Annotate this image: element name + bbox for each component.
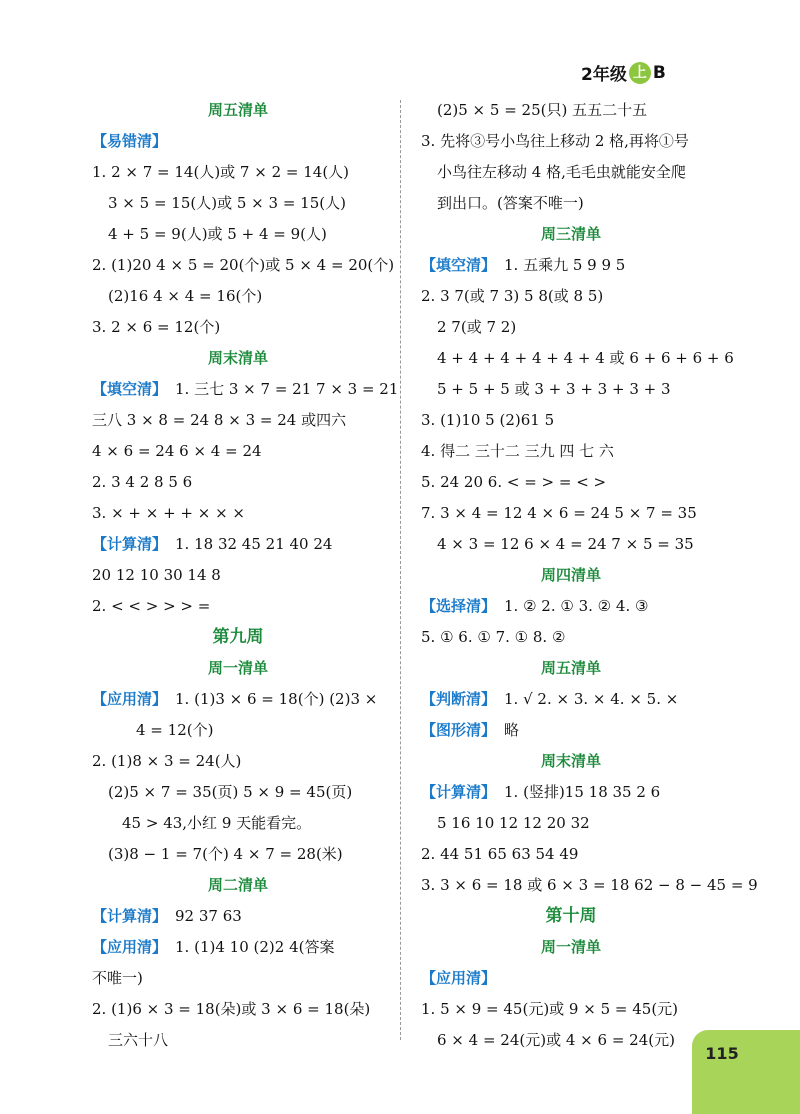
answer-text: 20 12 10 30 14 8 <box>92 566 221 584</box>
answer-line <box>421 777 721 808</box>
answer-line <box>421 1025 721 1056</box>
answer-line <box>421 994 721 1025</box>
answer-text: 5 16 10 12 12 20 32 <box>437 814 590 832</box>
answer-text: (2)5 × 5 = 25(只) 五五二十五 <box>437 101 648 119</box>
answer-line <box>92 498 384 529</box>
answer-text: 2. (1)8 × 3 = 24(人) <box>92 752 242 770</box>
answer-text: 不唯一) <box>92 969 143 987</box>
answer-line <box>421 436 721 467</box>
answer-text: 1. (1)3 × 6 = 18(个) (2)3 × <box>175 690 378 708</box>
answer-text: 1. 5 × 9 = 45(元)或 9 × 5 = 45(元) <box>421 1000 679 1018</box>
answer-line <box>421 188 721 219</box>
answer-line <box>92 777 384 808</box>
answer-line <box>92 436 384 467</box>
answer-text: 4 + 5 = 9(人)或 5 + 4 = 9(人) <box>108 225 327 243</box>
answer-line <box>92 374 399 405</box>
answer-text: 1. ② 2. ① 3. ② 4. ③ <box>504 597 649 615</box>
category-tag: 【应用清】 <box>421 969 497 987</box>
answer-line <box>421 374 721 405</box>
answer-line <box>92 250 395 281</box>
answer-text: 4 × 6 = 24 6 × 4 = 24 <box>92 442 262 460</box>
answer-line <box>92 901 384 932</box>
answer-line <box>421 281 721 312</box>
answer-line <box>421 839 721 870</box>
answer-line <box>421 467 721 498</box>
page-header <box>581 60 666 85</box>
answer-text: (3)8 − 1 = 7(个) 4 × 7 = 28(米) <box>108 845 343 863</box>
answer-text: 5. ① 6. ① 7. ① 8. ② <box>421 628 566 646</box>
answer-text: 6 × 4 = 24(元)或 4 × 6 = 24(元) <box>437 1031 675 1049</box>
answer-text: (2)16 4 × 4 = 16(个) <box>108 287 263 305</box>
section-heading: 周一清单 <box>207 659 268 677</box>
category-tag: 【计算清】 <box>421 783 497 801</box>
section-heading: 周末清单 <box>207 349 268 367</box>
page-number: 115 <box>705 1044 739 1063</box>
week-heading: 第十周 <box>545 906 597 926</box>
category-tag: 【应用清】 <box>92 690 168 708</box>
answer-line <box>92 715 384 746</box>
category-tag: 【图形清】 <box>421 721 497 739</box>
week-heading: 第九周 <box>212 627 264 647</box>
category-tag: 【填空清】 <box>92 380 168 398</box>
answer-text: 2. 3 7(或 7 3) 5 8(或 8 5) <box>421 287 604 305</box>
answer-line <box>92 591 384 622</box>
edition-label: B <box>652 62 666 83</box>
category-tag: 【应用清】 <box>92 938 168 956</box>
answer-text: 1. (1)4 10 (2)2 4(答案 <box>175 938 335 956</box>
answer-line <box>92 126 384 157</box>
answer-line <box>92 808 384 839</box>
answer-line <box>92 157 384 188</box>
answer-line <box>92 963 384 994</box>
answer-text: 3. 2 × 6 = 12(个) <box>92 318 221 336</box>
left-answer-column <box>92 95 399 1056</box>
answer-text: 4 + 4 + 4 + 4 + 4 + 4 或 6 + 6 + 6 + 6 <box>437 349 734 367</box>
answer-text: 小鸟往左移动 4 格,毛毛虫就能安全爬 <box>437 163 686 181</box>
section-heading: 周二清单 <box>207 876 268 894</box>
answer-text: 3. × + × + + × × × <box>92 504 246 522</box>
answer-text: 3. 3 × 6 = 18 或 6 × 3 = 18 62 − 8 − 45 = 9 <box>421 876 758 894</box>
section-heading: 周三清单 <box>540 225 601 243</box>
answer-text: 5 + 5 + 5 或 3 + 3 + 3 + 3 + 3 <box>437 380 671 398</box>
answer-line <box>421 715 721 746</box>
answer-line <box>421 250 721 281</box>
answer-text: 到出口。(答案不唯一) <box>437 194 584 212</box>
answer-line <box>421 157 721 188</box>
section-heading: 周四清单 <box>540 566 601 584</box>
answer-text: 4. 得二 三十二 三九 四 七 六 <box>421 442 614 460</box>
answer-text: 92 37 63 <box>175 907 242 925</box>
answer-text: 1. 2 × 7 = 14(人)或 7 × 2 = 14(人) <box>92 163 350 181</box>
answer-line <box>421 870 758 901</box>
answer-line <box>421 498 721 529</box>
answer-line <box>421 622 721 653</box>
answer-line <box>92 932 384 963</box>
answer-line <box>421 405 721 436</box>
answer-text: 1. (竖排)15 18 35 2 6 <box>504 783 661 801</box>
section-heading: 周末清单 <box>540 752 601 770</box>
answer-line <box>92 405 384 436</box>
answer-text: 1. 三七 3 × 7 = 21 7 × 3 = 21 <box>175 380 399 398</box>
answer-text: 1. 五乘九 5 9 9 5 <box>504 256 626 274</box>
answer-line <box>92 746 384 777</box>
answer-text: 45 > 43,小红 9 天能看完。 <box>122 814 312 832</box>
page-number-tab <box>692 1030 800 1114</box>
answer-text: 2. 3 4 2 8 5 6 <box>92 473 193 491</box>
answer-line <box>92 529 384 560</box>
answer-line <box>92 839 384 870</box>
answer-line <box>421 343 734 374</box>
category-tag: 【计算清】 <box>92 535 168 553</box>
answer-line <box>92 994 384 1025</box>
answer-line <box>92 188 384 219</box>
answer-line <box>92 560 384 591</box>
answer-line <box>92 312 384 343</box>
answer-text: 2. < < > > > = <box>92 597 211 615</box>
answer-line <box>92 219 384 250</box>
column-divider <box>400 100 401 1040</box>
answer-text: 1. 18 32 45 21 40 24 <box>175 535 333 553</box>
answer-text: 2. (1)6 × 3 = 18(朵)或 3 × 6 = 18(朵) <box>92 1000 371 1018</box>
section-heading: 周一清单 <box>540 938 601 956</box>
category-tag: 【计算清】 <box>92 907 168 925</box>
grade-label: 2年级 <box>581 65 627 85</box>
answer-line <box>421 95 721 126</box>
answer-text: 1. √ 2. × 3. × 4. × 5. × <box>504 690 679 708</box>
answer-text: 7. 3 × 4 = 12 4 × 6 = 24 5 × 7 = 35 <box>421 504 697 522</box>
answer-text: (2)5 × 7 = 35(页) 5 × 9 = 45(页) <box>108 783 353 801</box>
answer-text: 3 × 5 = 15(人)或 5 × 3 = 15(人) <box>108 194 346 212</box>
answer-text: 三六十八 <box>108 1031 169 1049</box>
answer-text: 4 = 12(个) <box>136 721 214 739</box>
answer-text: 3. (1)10 5 (2)61 5 <box>421 411 555 429</box>
answer-line <box>421 684 721 715</box>
category-tag: 【填空清】 <box>421 256 497 274</box>
term-badge: 上 <box>629 62 651 84</box>
category-tag: 【易错清】 <box>92 132 168 150</box>
answer-line <box>421 963 721 994</box>
answer-line <box>421 529 721 560</box>
category-tag: 【判断清】 <box>421 690 497 708</box>
answer-line <box>421 591 721 622</box>
answer-line <box>92 467 384 498</box>
section-heading: 周五清单 <box>540 659 601 677</box>
answer-line <box>92 684 384 715</box>
answer-text: 4 × 3 = 12 6 × 4 = 24 7 × 5 = 35 <box>437 535 694 553</box>
answer-line <box>421 126 721 157</box>
answer-text: 2 7(或 7 2) <box>437 318 517 336</box>
answer-text: 3. 先将③号小鸟往上移动 2 格,再将①号 <box>421 132 689 150</box>
answer-line <box>92 1025 384 1056</box>
answer-text: 5. 24 20 6. < = > = < > <box>421 473 607 491</box>
answer-line <box>421 312 721 343</box>
category-tag: 【选择清】 <box>421 597 497 615</box>
answer-line <box>92 281 384 312</box>
answer-line <box>421 808 721 839</box>
answer-text: 2. 44 51 65 63 54 49 <box>421 845 579 863</box>
answer-text: 2. (1)20 4 × 5 = 20(个)或 5 × 4 = 20(个) <box>92 256 395 274</box>
answer-text: 三八 3 × 8 = 24 8 × 3 = 24 或四六 <box>92 411 347 429</box>
answer-text: 略 <box>504 721 520 739</box>
section-heading: 周五清单 <box>207 101 268 119</box>
